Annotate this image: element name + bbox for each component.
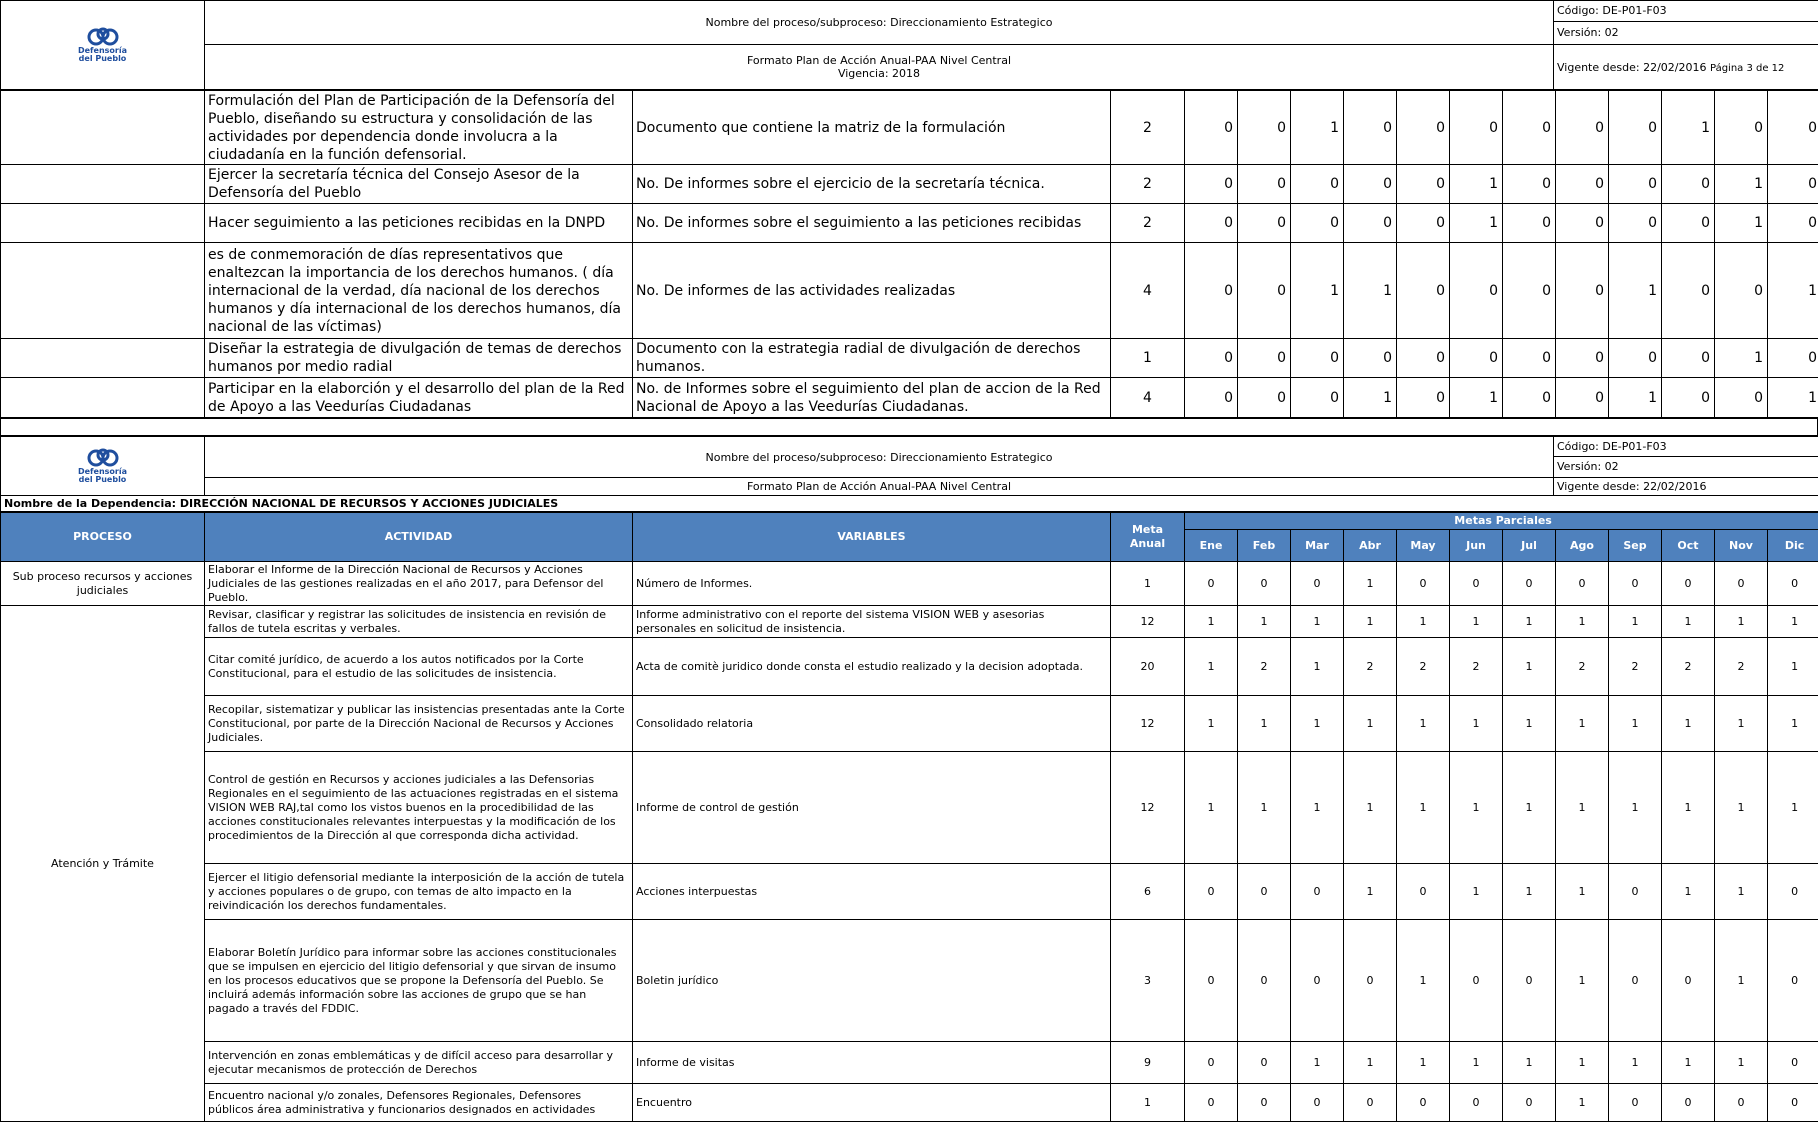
page-label: Página 3 de 12 (1709, 62, 1785, 74)
meta-anual-cell: 4 (1111, 378, 1185, 418)
variable-cell: Acciones interpuestas (633, 864, 1111, 920)
month-value-cell: 0 (1609, 864, 1662, 920)
variable-cell: Número de Informes. (633, 562, 1111, 606)
month-value-cell: 1 (1715, 204, 1768, 243)
month-value-cell: 0 (1185, 339, 1238, 378)
meta-anual-cell: 6 (1111, 864, 1185, 920)
header-variables: VARIABLES (633, 513, 1111, 562)
month-value-cell: 1 (1344, 243, 1397, 339)
month-value-cell: 1 (1344, 378, 1397, 418)
month-value-cell: 0 (1397, 91, 1450, 165)
meta-anual-cell: 12 (1111, 606, 1185, 638)
meta-anual-cell: 3 (1111, 920, 1185, 1042)
variable-cell: No. De informes sobre el ejercicio de la secretaría técnica. (633, 165, 1111, 204)
table-row (1, 864, 1818, 920)
month-value-cell: 0 (1662, 378, 1715, 418)
month-value-cell: 0 (1503, 165, 1556, 204)
table-row (1, 165, 1818, 204)
month-value-cell: 1 (1397, 696, 1450, 752)
table-row (1, 638, 1818, 696)
month-value-cell: 1 (1397, 1042, 1450, 1084)
month-value-cell: 0 (1238, 204, 1291, 243)
month-value-cell: 1 (1344, 696, 1397, 752)
format-title: Formato Plan de Acción Anual-PAA Nivel Central (747, 54, 1011, 67)
proceso-cell: Atención y Trámite (1, 606, 205, 1122)
month-value-cell: 1 (1238, 752, 1291, 864)
month-value-cell: 0 (1185, 204, 1238, 243)
month-value-cell: 1 (1503, 638, 1556, 696)
month-value-cell: 2 (1715, 638, 1768, 696)
table-row (1, 752, 1818, 864)
month-value-cell: 1 (1662, 91, 1715, 165)
month-value-cell: 0 (1503, 204, 1556, 243)
defensoria-logo-icon (86, 448, 120, 468)
meta-anual-cell: 12 (1111, 752, 1185, 864)
month-value-cell: 0 (1291, 562, 1344, 606)
month-value-cell: 1 (1291, 91, 1344, 165)
actividad-cell: Revisar, clasificar y registrar las solicitudes de insistencia en revisión de fallos de tutela escritas y verbales. (205, 606, 633, 638)
month-value-cell: 0 (1662, 243, 1715, 339)
month-value-cell: 0 (1556, 243, 1609, 339)
month-value-cell: 0 (1397, 339, 1450, 378)
header-month-sep: Sep (1609, 530, 1662, 562)
table-row (1, 920, 1818, 1042)
version-label: Versión: 02 (1557, 26, 1619, 39)
month-value-cell: 0 (1344, 920, 1397, 1042)
month-value-cell: 0 (1609, 91, 1662, 165)
code-label-2: Código: DE-P01-F03 (1554, 437, 1818, 457)
month-value-cell: 1 (1503, 752, 1556, 864)
month-value-cell: 0 (1344, 339, 1397, 378)
month-value-cell: 0 (1238, 1084, 1291, 1122)
month-value-cell: 0 (1397, 562, 1450, 606)
actividad-cell: Formulación del Plan de Participación de la Defensoría del Pueblo, diseñando su estructura y consolidación de las actividades por dependencia donde involucra a la ciudadanía en la función defensorial. (205, 91, 633, 165)
month-value-cell: 0 (1450, 91, 1503, 165)
month-value-cell: 0 (1185, 378, 1238, 418)
meta-anual-cell: 9 (1111, 1042, 1185, 1084)
meta-anual-cell: 1 (1111, 1084, 1185, 1122)
variable-cell: Informe administrativo con el reporte del sistema VISION WEB y asesorias personales en solicitud de insistencia. (633, 606, 1111, 638)
actividad-cell: Intervención en zonas emblemáticas y de difícil acceso para desarrollar y ejecutar mecanismos de protección de Derechos (205, 1042, 633, 1084)
variable-cell: Informe de control de gestión (633, 752, 1111, 864)
month-value-cell: 0 (1238, 562, 1291, 606)
meta-anual-cell: 4 (1111, 243, 1185, 339)
month-value-cell: 1 (1715, 165, 1768, 204)
proceso-cell (1, 91, 205, 165)
header-month-jul: Jul (1503, 530, 1556, 562)
month-value-cell: 1 (1609, 378, 1662, 418)
month-value-cell: 0 (1609, 920, 1662, 1042)
month-value-cell: 0 (1450, 920, 1503, 1042)
month-value-cell: 0 (1556, 165, 1609, 204)
month-value-cell: 1 (1556, 696, 1609, 752)
month-value-cell: 1 (1662, 864, 1715, 920)
month-value-cell: 1 (1715, 606, 1768, 638)
month-value-cell: 0 (1768, 920, 1818, 1042)
month-value-cell: 1 (1185, 638, 1238, 696)
month-value-cell: 1 (1291, 752, 1344, 864)
variable-cell: Boletin jurídico (633, 920, 1111, 1042)
variable-cell: Acta de comitè juridico donde consta el estudio realizado y la decision adoptada. (633, 638, 1111, 696)
logo-cell-2 (1, 437, 205, 496)
month-value-cell: 0 (1450, 339, 1503, 378)
month-value-cell: 0 (1238, 920, 1291, 1042)
month-value-cell: 1 (1503, 606, 1556, 638)
table-row (1, 91, 1818, 165)
table-row (1, 339, 1818, 378)
month-value-cell: 0 (1397, 1084, 1450, 1122)
meta-anual-cell: 2 (1111, 91, 1185, 165)
month-value-cell: 0 (1556, 204, 1609, 243)
month-value-cell: 1 (1556, 606, 1609, 638)
month-value-cell: 1 (1291, 696, 1344, 752)
month-value-cell: 1 (1715, 696, 1768, 752)
month-value-cell: 1 (1715, 1042, 1768, 1084)
month-value-cell: 0 (1662, 165, 1715, 204)
month-value-cell: 0 (1662, 1084, 1715, 1122)
header-actividad: ACTIVIDAD (205, 513, 633, 562)
logo-line-1: Defensoría (77, 46, 127, 55)
month-value-cell: 1 (1344, 752, 1397, 864)
month-value-cell: 1 (1238, 606, 1291, 638)
month-value-cell: 2 (1556, 638, 1609, 696)
month-value-cell: 0 (1450, 243, 1503, 339)
actividad-cell: Diseñar la estrategia de divulgación de temas de derechos humanos por medio radial (205, 339, 633, 378)
month-value-cell: 1 (1556, 864, 1609, 920)
month-value-cell: 0 (1185, 864, 1238, 920)
header-month-abr: Abr (1344, 530, 1397, 562)
proceso-cell (1, 378, 205, 418)
table-row (1, 562, 1818, 606)
month-value-cell: 0 (1344, 1084, 1397, 1122)
month-value-cell: 1 (1291, 1042, 1344, 1084)
proceso-cell: Sub proceso recursos y acciones judiciales (1, 562, 205, 606)
logo-line-2: del Pueblo (78, 54, 127, 63)
month-value-cell: 0 (1503, 562, 1556, 606)
month-value-cell: 1 (1768, 638, 1818, 696)
month-value-cell: 0 (1291, 378, 1344, 418)
vigencia-label: Vigencia: 2018 (837, 67, 921, 80)
month-value-cell: 0 (1291, 165, 1344, 204)
month-value-cell: 1 (1768, 606, 1818, 638)
variable-cell: Documento con la estrategia radial de divulgación de derechos humanos. (633, 339, 1111, 378)
month-value-cell: 0 (1662, 920, 1715, 1042)
month-value-cell: 1 (1768, 696, 1818, 752)
month-value-cell: 0 (1185, 91, 1238, 165)
month-value-cell: 1 (1556, 1084, 1609, 1122)
month-value-cell: 0 (1556, 339, 1609, 378)
header-meta-anual: Meta Anual (1111, 513, 1185, 562)
meta-anual-cell: 12 (1111, 696, 1185, 752)
vigente-label: Vigente desde: 22/02/2016 (1557, 60, 1707, 74)
month-value-cell: 1 (1450, 1042, 1503, 1084)
month-value-cell: 1 (1291, 638, 1344, 696)
proceso-cell (1, 204, 205, 243)
month-value-cell: 1 (1609, 243, 1662, 339)
month-value-cell: 0 (1609, 339, 1662, 378)
month-value-cell: 0 (1291, 204, 1344, 243)
vigente-cell (1554, 45, 1818, 90)
month-value-cell: 1 (1662, 696, 1715, 752)
variable-cell: No. De informes sobre el seguimiento a las peticiones recibidas (633, 204, 1111, 243)
month-value-cell: 1 (1609, 606, 1662, 638)
table-row (1, 696, 1818, 752)
variable-cell: No. De informes de las actividades realizadas (633, 243, 1111, 339)
month-value-cell: 0 (1768, 165, 1818, 204)
month-value-cell: 1 (1768, 378, 1818, 418)
proceso-cell (1, 165, 205, 204)
month-value-cell: 1 (1768, 243, 1818, 339)
month-value-cell: 1 (1397, 606, 1450, 638)
header-month-may: May (1397, 530, 1450, 562)
month-value-cell: 0 (1344, 204, 1397, 243)
month-value-cell: 0 (1609, 1084, 1662, 1122)
variable-cell: Informe de visitas (633, 1042, 1111, 1084)
month-value-cell: 1 (1238, 696, 1291, 752)
month-value-cell: 0 (1715, 243, 1768, 339)
actividad-cell: Recopilar, sistematizar y publicar las insistencias presentadas ante la Corte Constitucional, por parte de la Dirección Nacional de Recursos y Acciones Judiciales. (205, 696, 633, 752)
month-value-cell: 2 (1238, 638, 1291, 696)
month-value-cell: 0 (1291, 920, 1344, 1042)
month-value-cell: 2 (1450, 638, 1503, 696)
month-value-cell: 2 (1344, 638, 1397, 696)
month-value-cell: 1 (1344, 562, 1397, 606)
header-month-oct: Oct (1662, 530, 1715, 562)
logo-cell-1 (1, 1, 205, 90)
month-value-cell: 1 (1609, 752, 1662, 864)
logo-line-1: Defensoría (77, 467, 127, 476)
month-value-cell: 0 (1238, 243, 1291, 339)
month-value-cell: 0 (1397, 243, 1450, 339)
month-value-cell: 1 (1556, 1042, 1609, 1084)
month-value-cell: 0 (1344, 91, 1397, 165)
code-version-cell-2 (1554, 437, 1818, 478)
month-value-cell: 1 (1556, 920, 1609, 1042)
month-value-cell: 0 (1768, 864, 1818, 920)
month-value-cell: 1 (1662, 606, 1715, 638)
month-value-cell: 0 (1768, 91, 1818, 165)
header-proceso: PROCESO (1, 513, 205, 562)
month-value-cell: 1 (1662, 1042, 1715, 1084)
table-row (1, 378, 1818, 418)
month-value-cell: 1 (1609, 696, 1662, 752)
table-row (1, 1042, 1818, 1084)
table-row (1, 204, 1818, 243)
format-cell (205, 45, 1554, 90)
variable-cell: No. de Informes sobre el seguimiento del plan de accion de la Red Nacional de Apoyo a las Veedurías Ciudadanas. (633, 378, 1111, 418)
header-month-feb: Feb (1238, 530, 1291, 562)
month-value-cell: 0 (1768, 1084, 1818, 1122)
header-month-nov: Nov (1715, 530, 1768, 562)
month-value-cell: 0 (1556, 91, 1609, 165)
month-value-cell: 0 (1715, 378, 1768, 418)
variable-cell: Encuentro (633, 1084, 1111, 1122)
month-value-cell: 0 (1768, 204, 1818, 243)
month-value-cell: 0 (1238, 339, 1291, 378)
month-value-cell: 1 (1291, 606, 1344, 638)
month-value-cell: 0 (1291, 864, 1344, 920)
variable-cell: Documento que contiene la matriz de la formulación (633, 91, 1111, 165)
month-value-cell: 2 (1397, 638, 1450, 696)
month-value-cell: 1 (1662, 752, 1715, 864)
month-value-cell: 1 (1715, 864, 1768, 920)
logo-2 (4, 448, 201, 484)
month-value-cell: 0 (1238, 864, 1291, 920)
header-1 (0, 0, 1818, 90)
month-value-cell: 1 (1450, 165, 1503, 204)
header-month-ago: Ago (1556, 530, 1609, 562)
month-value-cell: 0 (1185, 562, 1238, 606)
variable-cell: Consolidado relatoria (633, 696, 1111, 752)
dependencia-label: Nombre de la Dependencia: DIRECCIÓN NACIONAL DE RECURSOS Y ACCIONES JUDICIALES (1, 496, 1818, 512)
month-value-cell: 0 (1662, 562, 1715, 606)
month-value-cell: 0 (1238, 1042, 1291, 1084)
header-month-mar: Mar (1291, 530, 1344, 562)
table-row (1, 243, 1818, 339)
actividad-cell: Participar en la elaborción y el desarrollo del plan de la Red de Apoyo a las Veedurías Ciudadanas (205, 378, 633, 418)
month-value-cell: 1 (1450, 752, 1503, 864)
actividad-cell: Ejercer el litigio defensorial mediante la interposición de la acción de tutela y acciones populares o de grupo, con temas de alto impacto en la reivindicación los derechos fundamentales. (205, 864, 633, 920)
proceso-cell (1, 243, 205, 339)
month-value-cell: 0 (1185, 165, 1238, 204)
proceso-cell (1, 339, 205, 378)
month-value-cell: 0 (1768, 1042, 1818, 1084)
month-value-cell: 1 (1397, 920, 1450, 1042)
month-value-cell: 0 (1185, 1042, 1238, 1084)
header-month-jun: Jun (1450, 530, 1503, 562)
month-value-cell: 0 (1238, 91, 1291, 165)
month-value-cell: 0 (1238, 378, 1291, 418)
month-value-cell: 0 (1397, 864, 1450, 920)
month-value-cell: 0 (1450, 1084, 1503, 1122)
month-value-cell: 2 (1662, 638, 1715, 696)
month-value-cell: 0 (1185, 920, 1238, 1042)
logo (4, 27, 201, 63)
month-value-cell: 1 (1344, 1042, 1397, 1084)
actividad-cell: Elaborar Boletín Jurídico para informar sobre las acciones constitucionales que se impulsen en ejercicio del litigio defensorial y que sirvan de insumo en los procesos educativos que se propone la Defensoría del Pueblo. Se incluirá además información sobre las acciones de grupo que se han pagado a través del FDDIC. (205, 920, 633, 1042)
month-value-cell: 1 (1503, 696, 1556, 752)
month-value-cell: 1 (1185, 696, 1238, 752)
month-value-cell: 1 (1291, 243, 1344, 339)
month-value-cell: 0 (1503, 920, 1556, 1042)
meta-anual-cell: 2 (1111, 204, 1185, 243)
month-value-cell: 0 (1344, 165, 1397, 204)
month-value-cell: 1 (1503, 1042, 1556, 1084)
month-value-cell: 0 (1397, 378, 1450, 418)
month-value-cell: 1 (1503, 864, 1556, 920)
activities-table-2 (0, 512, 1818, 1122)
code-label: Código: DE-P01-F03 (1554, 1, 1818, 22)
month-value-cell: 0 (1768, 339, 1818, 378)
month-value-cell: 1 (1715, 339, 1768, 378)
process-name-2: Nombre del proceso/subproceso: Direccionamiento Estrategico (205, 437, 1554, 478)
activities-table-1 (0, 90, 1818, 418)
meta-anual-cell: 20 (1111, 638, 1185, 696)
month-value-cell: 2 (1609, 638, 1662, 696)
month-value-cell: 1 (1185, 752, 1238, 864)
month-value-cell: 1 (1768, 752, 1818, 864)
month-value-cell: 0 (1238, 165, 1291, 204)
month-value-cell: 0 (1715, 91, 1768, 165)
month-value-cell: 0 (1185, 1084, 1238, 1122)
month-value-cell: 0 (1715, 562, 1768, 606)
format-title-2: Formato Plan de Acción Anual-PAA Nivel Central (205, 478, 1554, 496)
month-value-cell: 1 (1715, 920, 1768, 1042)
actividad-cell: Citar comité jurídico, de acuerdo a los autos notificados por la Corte Constitucional, para el estudio de las solicitudes de insistencia. (205, 638, 633, 696)
month-value-cell: 0 (1715, 1084, 1768, 1122)
month-value-cell: 0 (1503, 91, 1556, 165)
month-value-cell: 0 (1291, 1084, 1344, 1122)
month-value-cell: 0 (1556, 378, 1609, 418)
month-value-cell: 1 (1344, 864, 1397, 920)
month-value-cell: 1 (1397, 752, 1450, 864)
header-metas-parciales: Metas Parciales (1185, 513, 1818, 530)
actividad-cell: Hacer seguimiento a las peticiones recibidas en la DNPD (205, 204, 633, 243)
month-value-cell: 0 (1609, 165, 1662, 204)
version-label-2: Versión: 02 (1557, 460, 1619, 473)
process-name: Nombre del proceso/subproceso: Direccionamiento Estrategico (205, 1, 1554, 45)
actividad-cell: Ejercer la secretaría técnica del Consejo Asesor de la Defensoría del Pueblo (205, 165, 633, 204)
month-value-cell: 0 (1609, 204, 1662, 243)
month-value-cell: 0 (1503, 378, 1556, 418)
month-value-cell: 0 (1609, 562, 1662, 606)
header-month-ene: Ene (1185, 530, 1238, 562)
month-value-cell: 0 (1556, 562, 1609, 606)
month-value-cell: 0 (1185, 243, 1238, 339)
header-2 (0, 436, 1818, 512)
month-value-cell: 0 (1662, 204, 1715, 243)
month-value-cell: 0 (1503, 243, 1556, 339)
meta-anual-cell: 2 (1111, 165, 1185, 204)
month-value-cell: 1 (1450, 606, 1503, 638)
actividad-cell: Control de gestión en Recursos y acciones judiciales a las Defensorias Regionales en el seguimiento de las actuaciones registradas en el sistema VISION WEB RAJ,tal como los vistos buenos en la procedibilidad de las acciones constitucionales relevantes interpuestas y la modificación de los procedimientos de la Dirección al que corresponda dicha actividad. (205, 752, 633, 864)
spacer (0, 418, 1818, 436)
month-value-cell: 1 (1715, 752, 1768, 864)
month-value-cell: 0 (1768, 562, 1818, 606)
month-value-cell: 0 (1450, 562, 1503, 606)
header-month-dic: Dic (1768, 530, 1818, 562)
logo-line-2: del Pueblo (78, 475, 127, 484)
month-value-cell: 1 (1450, 696, 1503, 752)
meta-anual-cell: 1 (1111, 339, 1185, 378)
table-row (1, 1084, 1818, 1122)
month-value-cell: 1 (1450, 864, 1503, 920)
month-value-cell: 0 (1397, 165, 1450, 204)
month-value-cell: 1 (1556, 752, 1609, 864)
month-value-cell: 1 (1609, 1042, 1662, 1084)
month-value-cell: 0 (1397, 204, 1450, 243)
month-value-cell: 1 (1344, 606, 1397, 638)
vigente-label-2: Vigente desde: 22/02/2016 (1554, 478, 1818, 496)
month-value-cell: 1 (1185, 606, 1238, 638)
month-value-cell: 0 (1291, 339, 1344, 378)
code-version-cell (1554, 1, 1818, 45)
actividad-cell: Elaborar el Informe de la Dirección Nacional de Recursos y Acciones Judiciales de las gestiones realizadas en el año 2017, para Defensor del Pueblo. (205, 562, 633, 606)
meta-anual-cell: 1 (1111, 562, 1185, 606)
month-value-cell: 0 (1503, 339, 1556, 378)
month-value-cell: 0 (1503, 1084, 1556, 1122)
month-value-cell: 0 (1662, 339, 1715, 378)
actividad-cell: Encuentro nacional y/o zonales, Defensores Regionales, Defensores públicos área administrativa y funcionarios designados en actividades (205, 1084, 633, 1122)
defensoria-logo-icon (86, 27, 120, 47)
actividad-cell: es de conmemoración de días representativos que enaltezcan la importancia de los derechos humanos. ( día internacional de la verdad, día nacional de los derechos humanos y día internacional de los derechos humanos, día nacional de las víctimas) (205, 243, 633, 339)
month-value-cell: 1 (1450, 378, 1503, 418)
table-row (1, 606, 1818, 638)
month-value-cell: 1 (1450, 204, 1503, 243)
